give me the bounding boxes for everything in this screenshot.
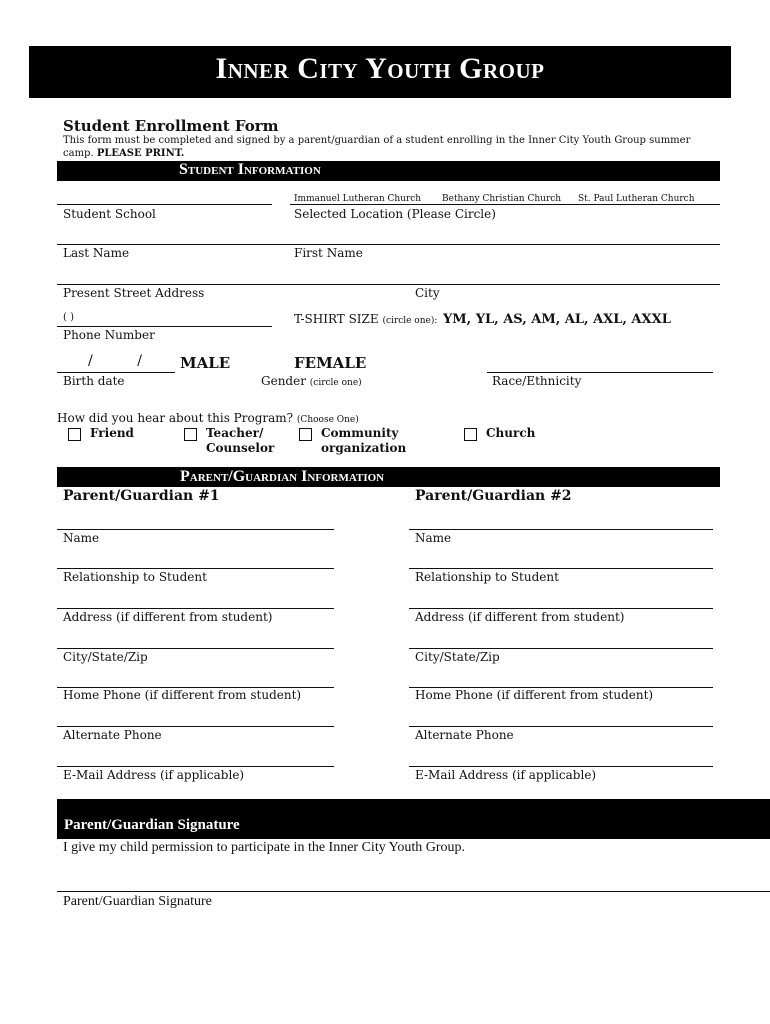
student-school-label: Student School xyxy=(63,207,156,221)
student-school-line[interactable] xyxy=(57,204,272,205)
guardian-1-alternate-phone-line[interactable] xyxy=(57,726,334,727)
guardian-2-alternate-phone-label: Alternate Phone xyxy=(415,728,514,742)
address-line[interactable] xyxy=(57,284,720,285)
guardian-2-relationship-line[interactable] xyxy=(409,568,713,569)
teacher-counselor-checkbox[interactable] xyxy=(184,428,197,441)
guardian-2-email-label: E-Mail Address (if applicable) xyxy=(415,768,597,782)
guardian-1-relationship-line[interactable] xyxy=(57,568,334,569)
first-name-label: First Name xyxy=(294,246,363,260)
tshirt-size-options[interactable]: YM, YL, AS, AM, AL, AXL, AXXL xyxy=(443,312,671,327)
guardian-1-home-phone-label: Home Phone (if different from student) xyxy=(63,688,302,702)
guardian-2-city-state-zip-label: City/State/Zip xyxy=(415,650,500,664)
location-option-immanuel[interactable]: Immanuel Lutheran Church xyxy=(294,194,422,204)
gender-option-male[interactable]: MALE xyxy=(180,354,231,372)
guardian-1-alternate-phone-label: Alternate Phone xyxy=(63,728,162,742)
guardian-2-relationship-label: Relationship to Student xyxy=(415,570,559,584)
guardian-2-city-state-zip-line[interactable] xyxy=(409,648,713,649)
form-title: Student Enrollment Form xyxy=(63,117,279,135)
phone-line[interactable] xyxy=(57,326,272,327)
hear-about-hint: (Choose One) xyxy=(296,415,359,425)
tshirt-size-hint: (circle one): xyxy=(382,316,438,326)
guardian-2-home-phone-label: Home Phone (if different from student) xyxy=(415,688,654,702)
location-option-bethany[interactable]: Bethany Christian Church xyxy=(442,194,562,204)
guardian-1-email-label: E-Mail Address (if applicable) xyxy=(63,768,245,782)
instructions-line-1: This form must be completed and signed by a parent/guardian of a student enrolling in the Inner City Youth Group summer xyxy=(63,135,691,146)
guardian-1-name-line[interactable] xyxy=(57,529,334,530)
guardian-1-address-label: Address (if different from student) xyxy=(63,610,273,624)
guardian-2-title: Parent/Guardian #2 xyxy=(415,488,572,504)
church-option-label: Church xyxy=(486,426,536,440)
guardian-2-email-line[interactable] xyxy=(409,766,713,767)
guardian-1-email-line[interactable] xyxy=(57,766,334,767)
guardian-2-address-label: Address (if different from student) xyxy=(415,610,625,624)
last-name-label: Last Name xyxy=(63,246,130,260)
birth-date-label: Birth date xyxy=(63,374,125,388)
tshirt-size-text: T-SHIRT SIZE xyxy=(294,312,379,326)
teacher-option-label-1: Teacher/ xyxy=(206,426,264,440)
guardian-1-city-state-zip-label: City/State/Zip xyxy=(63,650,148,664)
organization-title: Inner City Youth Group xyxy=(215,52,545,85)
guardian-1-city-state-zip-line[interactable] xyxy=(57,648,334,649)
tshirt-size-label xyxy=(294,312,437,326)
friend-checkbox[interactable] xyxy=(68,428,81,441)
guardian-1-relationship-label: Relationship to Student xyxy=(63,570,207,584)
race-ethnicity-line[interactable] xyxy=(487,372,713,373)
guardian-2-address-line[interactable] xyxy=(409,608,713,609)
guardian-1-address-line[interactable] xyxy=(57,608,334,609)
please-print-note: PLEASE PRINT. xyxy=(96,148,185,159)
parent-info-heading-bar xyxy=(57,467,720,487)
form-header-banner xyxy=(29,46,731,98)
hear-about-question xyxy=(57,411,359,425)
location-line xyxy=(290,204,720,205)
community-organization-checkbox[interactable] xyxy=(299,428,312,441)
location-option-st-paul[interactable]: St. Paul Lutheran Church xyxy=(578,194,695,204)
guardian-1-title: Parent/Guardian #1 xyxy=(63,488,220,504)
permission-statement: I give my child permission to participate in the Inner City Youth Group. xyxy=(63,840,466,855)
birth-date-line[interactable] xyxy=(57,372,175,373)
instructions-prefix: camp. xyxy=(63,148,97,159)
instructions-line-2 xyxy=(63,148,184,159)
student-info-heading-bar xyxy=(57,161,720,181)
phone-number-label: Phone Number xyxy=(63,328,155,342)
guardian-1-name-label: Name xyxy=(63,531,100,545)
community-option-label-2: organization xyxy=(321,441,407,455)
selected-location-label: Selected Location (Please Circle) xyxy=(294,207,496,221)
guardian-2-name-line[interactable] xyxy=(409,529,713,530)
friend-option-label: Friend xyxy=(90,426,134,440)
teacher-option-label-2: Counselor xyxy=(206,441,275,455)
street-address-label: Present Street Address xyxy=(63,286,205,300)
guardian-2-name-label: Name xyxy=(415,531,452,545)
name-line[interactable] xyxy=(57,244,720,245)
signature-line[interactable] xyxy=(57,891,770,892)
race-ethnicity-label: Race/Ethnicity xyxy=(492,374,582,388)
birth-date-slashes: / / xyxy=(88,353,142,369)
gender-hint: (circle one) xyxy=(309,378,362,388)
signature-heading-bar xyxy=(57,799,770,839)
hear-about-text: How did you hear about this Program? xyxy=(57,411,294,425)
gender-option-female[interactable]: FEMALE xyxy=(294,354,367,372)
signature-heading: Parent/Guardian Signature xyxy=(64,817,240,833)
city-label: City xyxy=(415,286,440,300)
guardian-2-alternate-phone-line[interactable] xyxy=(409,726,713,727)
phone-area-code-parens: ( ) xyxy=(63,312,74,323)
church-checkbox[interactable] xyxy=(464,428,477,441)
gender-label xyxy=(261,374,362,388)
community-option-label-1: Community xyxy=(321,426,399,440)
parent-info-heading: Parent/Guardian Information xyxy=(180,468,385,485)
gender-text: Gender xyxy=(261,374,306,388)
signature-label: Parent/Guardian Signature xyxy=(63,894,212,909)
student-info-heading: Student Information xyxy=(179,161,321,178)
